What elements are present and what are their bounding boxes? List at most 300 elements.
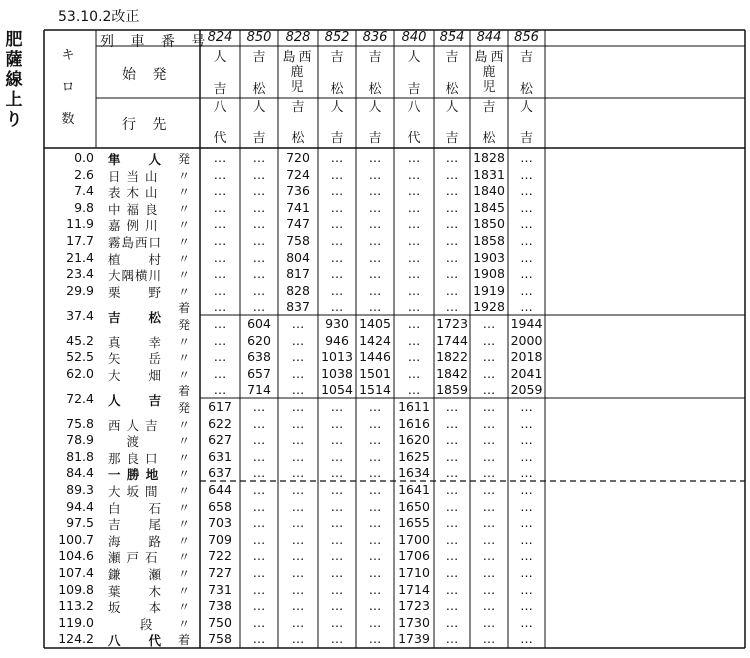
- time-cell: …: [330, 631, 344, 647]
- time-cell: 2041: [510, 365, 543, 381]
- row-km: 78.9: [66, 432, 94, 448]
- time-cell: …: [445, 598, 459, 614]
- time-cell: …: [407, 349, 421, 365]
- row-mark: 〃: [178, 550, 191, 565]
- time-cell: 1908: [473, 266, 505, 282]
- train-origin: 松: [330, 82, 344, 97]
- row-station: 大 坂 間: [108, 484, 159, 499]
- time-cell: …: [252, 183, 266, 199]
- time-cell: …: [520, 565, 533, 580]
- row-station: 段: [108, 616, 154, 632]
- train-destination: 吉: [445, 131, 459, 146]
- train-origin: 鹿: [290, 65, 304, 80]
- time-cell: 1723: [398, 598, 430, 614]
- time-cell: 1723: [436, 316, 468, 331]
- row-station: 一 勝 地: [108, 467, 160, 483]
- time-cell: …: [291, 482, 305, 497]
- time-cell: …: [407, 183, 421, 199]
- time-cell: …: [252, 249, 266, 265]
- time-cell: …: [291, 565, 305, 580]
- time-cell: …: [291, 432, 305, 448]
- origin-label: 始 発: [122, 67, 173, 83]
- time-cell: 709: [208, 531, 232, 547]
- time-cell: …: [213, 249, 227, 265]
- time-cell: 736: [286, 183, 310, 199]
- train-destination: 代: [213, 131, 227, 146]
- time-cell: …: [330, 448, 344, 464]
- time-cell: …: [291, 614, 305, 630]
- row-km: 37.4: [66, 308, 94, 323]
- time-cell: …: [445, 548, 459, 564]
- time-cell: …: [252, 399, 266, 414]
- time-cell: 714: [247, 382, 271, 398]
- time-cell: …: [330, 166, 344, 182]
- time-cell: …: [368, 266, 382, 282]
- time-cell: …: [407, 332, 421, 348]
- train-number: 844: [476, 30, 502, 45]
- time-cell: …: [330, 150, 344, 165]
- time-cell: …: [407, 150, 421, 165]
- row-mark: 〃: [178, 616, 191, 631]
- time-cell: …: [330, 399, 344, 414]
- time-cell: …: [213, 216, 227, 232]
- row-km: 109.8: [58, 581, 94, 597]
- time-cell: …: [520, 531, 533, 547]
- time-cell: …: [291, 365, 305, 381]
- row-station: 大隅横川: [108, 268, 163, 284]
- time-cell: 1514: [359, 382, 391, 398]
- time-cell: 1634: [398, 465, 430, 481]
- row-km: 29.9: [66, 282, 94, 298]
- time-cell: …: [252, 282, 266, 298]
- train-origin: 松: [519, 82, 533, 97]
- time-cell: …: [520, 482, 533, 497]
- time-cell: …: [445, 266, 459, 282]
- time-cell: 837: [286, 299, 310, 315]
- time-cell: 1013: [321, 349, 353, 365]
- time-cell: …: [252, 432, 266, 448]
- row-km: 9.8: [74, 199, 94, 215]
- row-station: 植 村: [108, 251, 163, 267]
- row-mark: 〃: [178, 351, 191, 366]
- time-cell: …: [520, 548, 533, 564]
- time-cell: …: [368, 199, 382, 215]
- row-km: 124.2: [58, 631, 94, 647]
- time-cell: …: [482, 448, 496, 464]
- time-cell: …: [520, 432, 533, 448]
- km-label-char: キ: [61, 48, 75, 63]
- train-origin: 人: [407, 50, 421, 65]
- time-cell: …: [520, 216, 533, 232]
- time-cell: …: [330, 266, 344, 282]
- time-cell: …: [407, 382, 421, 398]
- time-cell: …: [330, 199, 344, 215]
- time-cell: …: [213, 365, 227, 381]
- train-origin: 児: [290, 80, 304, 95]
- time-cell: 617: [208, 399, 232, 414]
- time-cell: 1919: [473, 282, 505, 298]
- time-cell: 657: [247, 365, 271, 381]
- time-cell: …: [445, 166, 459, 182]
- time-cell: …: [330, 581, 344, 597]
- time-cell: …: [252, 598, 266, 614]
- row-station: 日 当 山: [108, 168, 159, 184]
- time-cell: …: [213, 266, 227, 282]
- time-cell: …: [482, 316, 496, 331]
- time-cell: …: [445, 150, 459, 165]
- row-mark: 〃: [178, 201, 191, 216]
- row-mark: 〃: [178, 268, 191, 283]
- row-km: 97.5: [66, 515, 94, 531]
- time-cell: …: [482, 614, 496, 630]
- time-cell: …: [520, 598, 533, 614]
- time-cell: …: [445, 581, 459, 597]
- row-station: 八 代: [108, 633, 163, 649]
- train-origin: 西: [490, 50, 504, 65]
- train-origin: 松: [252, 82, 266, 97]
- row-km: 89.3: [66, 482, 94, 497]
- time-cell: …: [445, 531, 459, 547]
- row-km: 23.4: [66, 266, 94, 282]
- row-km: 52.5: [66, 349, 94, 365]
- time-cell: …: [252, 216, 266, 232]
- time-cell: 1710: [398, 565, 430, 580]
- row-station: 那 良 口: [108, 450, 159, 466]
- time-cell: 1828: [473, 150, 505, 165]
- time-cell: 1822: [436, 349, 468, 365]
- time-cell: 703: [208, 515, 232, 531]
- train-origin: 吉: [252, 50, 266, 65]
- time-cell: …: [252, 233, 266, 248]
- time-cell: …: [368, 531, 382, 547]
- train-destination: 吉: [519, 131, 533, 146]
- time-cell: …: [520, 614, 533, 630]
- row-km: 72.4: [66, 391, 94, 406]
- time-cell: …: [291, 316, 305, 331]
- time-cell: …: [330, 216, 344, 232]
- time-cell: …: [213, 382, 227, 398]
- row-station: 葉 木: [108, 583, 163, 599]
- row-mark: 〃: [178, 434, 191, 449]
- time-cell: …: [368, 432, 382, 448]
- time-cell: …: [252, 548, 266, 564]
- time-cell: 741: [286, 199, 310, 215]
- row-km: 2.6: [74, 166, 94, 182]
- row-km: 0.0: [74, 150, 94, 165]
- time-cell: …: [368, 482, 382, 497]
- time-cell: 1611: [398, 399, 430, 414]
- train-number-label: 列 車 番 号: [100, 34, 212, 50]
- train-origin: 吉: [368, 50, 382, 65]
- row-station: 人 吉: [108, 393, 163, 408]
- row-mark: 〃: [178, 168, 191, 183]
- row-mark: 〃: [178, 567, 191, 581]
- time-cell: …: [368, 299, 382, 315]
- time-cell: …: [520, 233, 533, 248]
- time-cell: …: [407, 282, 421, 298]
- time-cell: …: [520, 299, 533, 315]
- time-cell: …: [330, 249, 344, 265]
- time-cell: 1744: [436, 332, 468, 348]
- time-cell: …: [213, 349, 227, 365]
- train-destination: 人: [368, 100, 382, 115]
- time-cell: …: [213, 199, 227, 215]
- row-station: 嘉 例 川: [108, 218, 159, 234]
- time-cell: …: [445, 631, 459, 647]
- time-cell: …: [445, 249, 459, 265]
- time-cell: …: [520, 399, 533, 414]
- train-origin: 人: [213, 50, 227, 65]
- train-number: 850: [246, 30, 272, 45]
- time-cell: 2018: [510, 349, 543, 365]
- time-cell: 2000: [510, 332, 543, 348]
- time-cell: 1928: [473, 299, 505, 315]
- row-mark: 〃: [178, 533, 191, 548]
- time-cell: 1616: [398, 415, 430, 431]
- time-cell: 1706: [398, 548, 430, 564]
- time-cell: 1845: [473, 199, 505, 215]
- train-origin: 松: [445, 82, 459, 97]
- row-km: 104.6: [58, 548, 94, 564]
- time-cell: 731: [208, 581, 232, 597]
- train-destination: 人: [252, 100, 266, 115]
- train-number: 828: [285, 30, 311, 45]
- row-km: 75.8: [66, 415, 94, 431]
- line-title: 肥薩線上り: [5, 30, 23, 130]
- time-cell: …: [252, 465, 266, 481]
- train-origin: 児: [482, 80, 496, 95]
- train-number: 856: [514, 30, 539, 45]
- time-cell: 946: [325, 332, 349, 348]
- time-cell: …: [520, 448, 533, 464]
- row-station: 海 路: [108, 533, 163, 549]
- row-station: 吉 尾: [108, 517, 163, 533]
- row-mark: 発: [178, 152, 191, 166]
- time-cell: …: [407, 266, 421, 282]
- time-cell: …: [291, 332, 305, 348]
- time-cell: 1655: [398, 515, 430, 531]
- train-origin: 松: [368, 82, 382, 97]
- row-station: 大 畑: [108, 367, 163, 383]
- time-cell: 727: [208, 565, 232, 580]
- time-cell: 930: [325, 316, 349, 331]
- time-cell: 644: [208, 482, 232, 497]
- time-cell: …: [407, 249, 421, 265]
- time-cell: …: [520, 465, 533, 481]
- row-mark: 着: [178, 633, 191, 648]
- time-cell: 1831: [473, 166, 505, 182]
- time-cell: …: [368, 166, 382, 182]
- time-cell: …: [368, 183, 382, 199]
- time-cell: …: [252, 631, 266, 647]
- row-km: 17.7: [66, 233, 94, 248]
- time-cell: …: [407, 216, 421, 232]
- time-cell: 1903: [473, 249, 505, 265]
- time-cell: 747: [286, 216, 310, 232]
- time-cell: …: [445, 415, 459, 431]
- row-km: 113.2: [58, 598, 94, 614]
- time-cell: …: [252, 614, 266, 630]
- time-cell: …: [520, 515, 533, 531]
- time-cell: …: [368, 515, 382, 531]
- km-label-char: 数: [61, 112, 75, 127]
- time-cell: …: [368, 448, 382, 464]
- time-cell: …: [368, 548, 382, 564]
- row-mark: 〃: [178, 583, 191, 598]
- time-cell: 758: [208, 631, 232, 647]
- time-cell: …: [368, 614, 382, 630]
- time-cell: …: [291, 531, 305, 547]
- row-mark: 発: [178, 318, 191, 332]
- train-number: 854: [439, 30, 465, 45]
- time-cell: 638: [247, 349, 271, 365]
- time-cell: …: [252, 150, 266, 165]
- time-cell: …: [368, 598, 382, 614]
- train-destination: 人: [445, 100, 459, 115]
- time-cell: …: [330, 614, 344, 630]
- row-station: 隼 人: [108, 152, 163, 167]
- time-cell: …: [330, 432, 344, 448]
- row-station: 矢 岳: [108, 351, 163, 367]
- time-cell: …: [368, 216, 382, 232]
- row-mark: 〃: [178, 334, 191, 349]
- time-cell: 1840: [473, 183, 505, 199]
- row-station: 栗 野: [108, 284, 163, 300]
- time-cell: …: [445, 482, 459, 497]
- time-cell: …: [291, 415, 305, 431]
- row-mark: 〃: [178, 484, 191, 498]
- time-cell: …: [368, 282, 382, 298]
- row-km: 81.8: [66, 448, 94, 464]
- time-cell: …: [520, 166, 533, 182]
- time-cell: …: [445, 183, 459, 199]
- train-destination: 吉: [291, 100, 305, 115]
- time-cell: 658: [208, 498, 232, 514]
- row-mark: 〃: [178, 367, 191, 382]
- time-cell: …: [252, 166, 266, 182]
- time-cell: …: [330, 598, 344, 614]
- train-destination: 人: [519, 100, 533, 115]
- row-mark: 〃: [178, 517, 191, 532]
- time-cell: …: [368, 581, 382, 597]
- time-cell: …: [252, 498, 266, 514]
- time-cell: …: [407, 365, 421, 381]
- time-cell: …: [252, 482, 266, 497]
- time-cell: …: [482, 565, 496, 580]
- train-destination: 吉: [368, 131, 382, 146]
- train-origin: 吉: [407, 82, 421, 97]
- time-cell: …: [520, 266, 533, 282]
- train-origin: 吉: [445, 50, 459, 65]
- time-cell: 720: [286, 150, 310, 165]
- time-cell: 631: [208, 448, 232, 464]
- time-cell: …: [330, 565, 344, 580]
- time-cell: …: [291, 349, 305, 365]
- time-cell: …: [482, 415, 496, 431]
- row-mark: 〃: [178, 600, 191, 615]
- time-cell: …: [482, 631, 496, 647]
- time-cell: …: [520, 249, 533, 265]
- time-cell: …: [407, 166, 421, 182]
- row-mark: 着: [178, 384, 191, 399]
- time-cell: 620: [247, 332, 271, 348]
- revision-date: 53.10.2改正: [58, 9, 140, 25]
- row-mark: 着: [178, 301, 191, 316]
- time-cell: …: [520, 631, 533, 647]
- time-cell: …: [445, 399, 459, 414]
- train-origin: 鹿: [482, 65, 496, 80]
- time-cell: …: [368, 150, 382, 165]
- time-cell: …: [520, 415, 533, 431]
- time-cell: …: [213, 166, 227, 182]
- time-cell: …: [482, 515, 496, 531]
- time-cell: …: [213, 316, 227, 331]
- time-cell: …: [482, 482, 496, 497]
- train-destination: 人: [330, 100, 344, 115]
- km-label-char: ロ: [61, 80, 75, 95]
- time-cell: 1054: [321, 382, 353, 398]
- row-km: 119.0: [58, 614, 94, 630]
- row-station: 白 石: [108, 500, 163, 516]
- time-cell: …: [213, 299, 227, 315]
- time-cell: …: [252, 581, 266, 597]
- time-cell: …: [445, 299, 459, 315]
- time-cell: …: [445, 432, 459, 448]
- train-origin: 西: [298, 50, 312, 65]
- time-cell: …: [407, 316, 421, 331]
- row-km: 84.4: [66, 465, 94, 481]
- time-cell: 604: [247, 316, 271, 331]
- row-station: 霧島西口: [108, 235, 163, 250]
- time-cell: 1944: [510, 316, 543, 331]
- time-cell: …: [252, 415, 266, 431]
- time-cell: …: [482, 465, 496, 481]
- row-mark: 〃: [178, 467, 191, 482]
- time-cell: 1625: [398, 448, 430, 464]
- time-cell: 722: [208, 548, 232, 564]
- train-origin: 吉: [330, 50, 344, 65]
- time-cell: 1842: [436, 365, 468, 381]
- time-cell: 627: [208, 432, 232, 448]
- time-cell: …: [482, 548, 496, 564]
- time-cell: …: [330, 282, 344, 298]
- train-origin: 島: [474, 50, 488, 65]
- time-cell: …: [520, 199, 533, 215]
- row-mark: 発: [178, 401, 191, 415]
- time-cell: …: [445, 515, 459, 531]
- time-cell: 724: [286, 166, 310, 182]
- row-km: 11.9: [66, 216, 94, 232]
- time-cell: 637: [208, 465, 232, 481]
- time-cell: …: [520, 150, 533, 165]
- time-cell: …: [407, 233, 421, 248]
- train-origin: 吉: [519, 50, 533, 65]
- row-km: 94.4: [66, 498, 94, 514]
- time-cell: 1700: [398, 531, 430, 547]
- time-cell: 1405: [359, 316, 391, 331]
- time-cell: …: [407, 299, 421, 315]
- row-station: 渡: [108, 434, 140, 450]
- row-mark: 〃: [178, 235, 191, 249]
- time-cell: 828: [286, 282, 310, 298]
- time-cell: 1730: [398, 614, 430, 630]
- time-cell: …: [291, 399, 305, 414]
- row-mark: 〃: [178, 450, 191, 465]
- time-cell: 804: [286, 249, 310, 265]
- time-cell: …: [213, 150, 227, 165]
- train-destination: 代: [407, 131, 421, 146]
- time-cell: …: [291, 548, 305, 564]
